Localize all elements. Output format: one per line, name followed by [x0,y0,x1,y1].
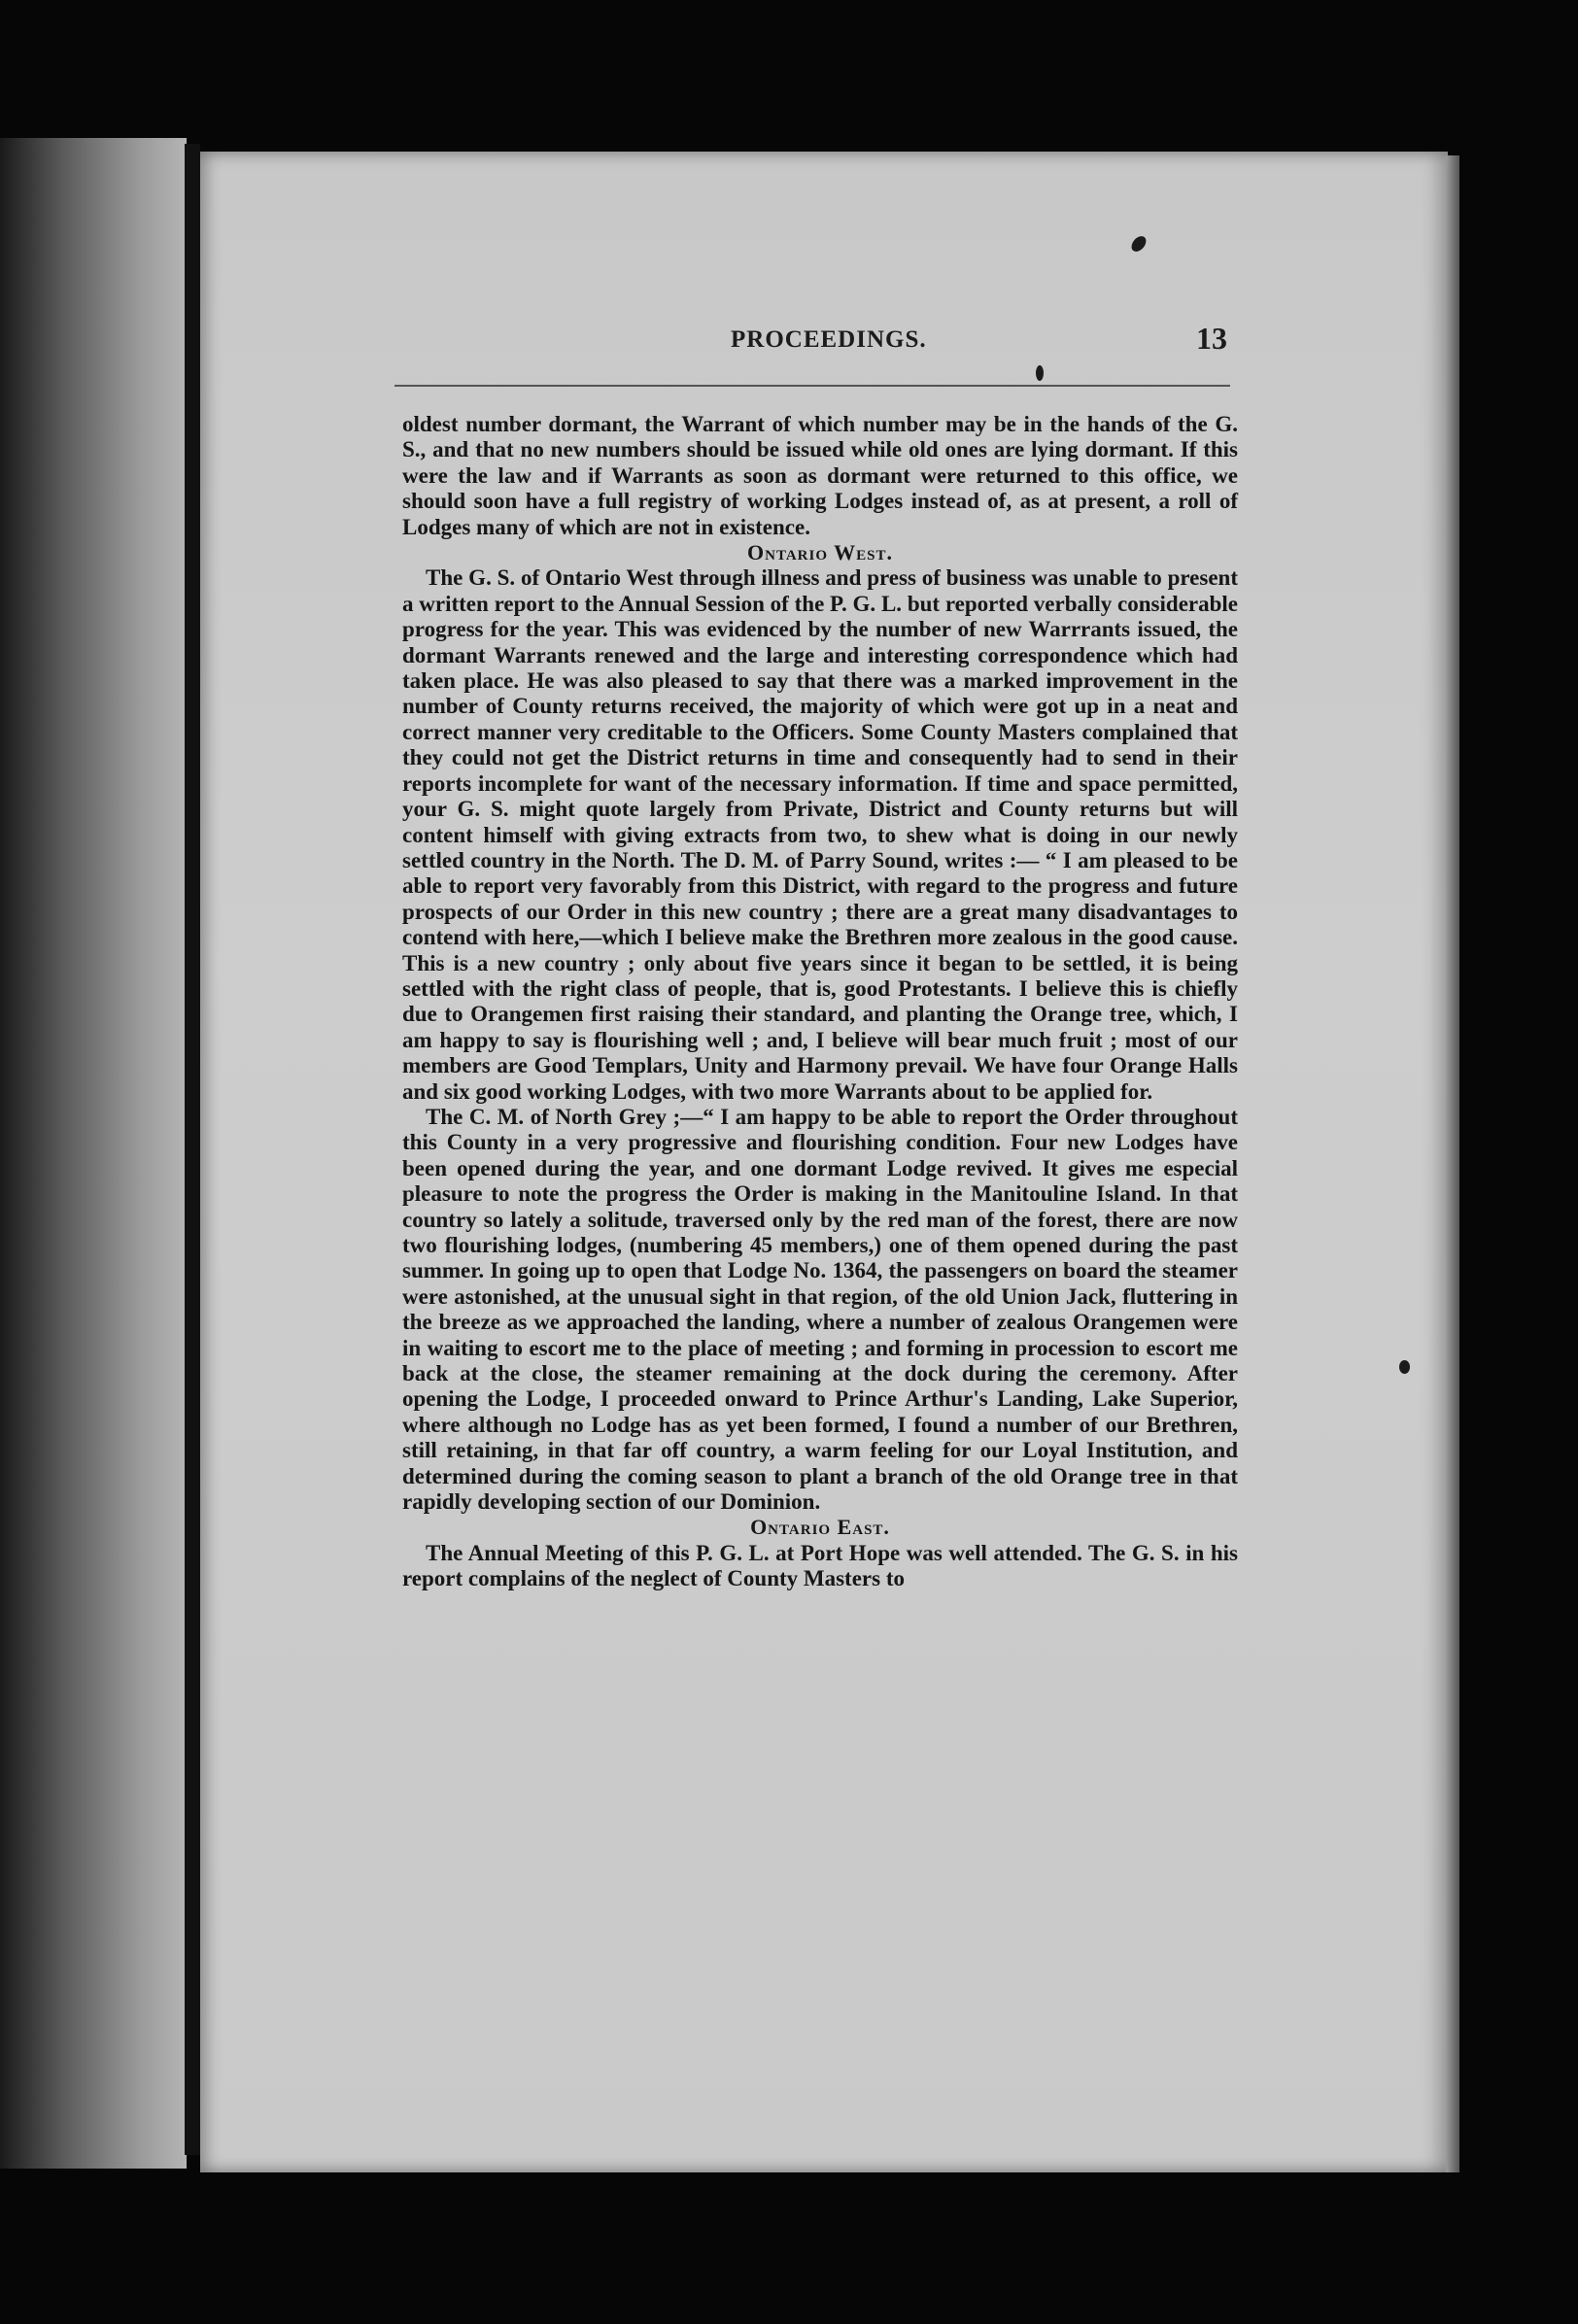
body-text [402,412,1238,1592]
section-heading-ontario-west: Ontario West. [747,540,893,565]
paragraph: The G. S. of Ontario West through illness and press of business was unable to present a written report to the Annual Session of the P. G. L. but reported verbally considerable progress for the year. This was evidenced by the number of new Warrrants issued, the dormant Warrants renewed and the large and interesting correspondence which had taken place. He was also pleased to say that there was a marked improvement in the number of County returns received, the majority of which were got up in a neat and correct manner very creditable to the Officers. Some County Masters complained that they could not get the District returns in time and consequently had to send in their reports incomplete for want of the necessary information. If time and space permitted, your G. S. might quote largely from Private, District and County returns but will content himself with giving extracts from two, to shew what is doing in our newly settled country in the North. The D. M. of Parry Sound, writes :— “ I am pleased to be able to report very favorably from this District, with regard to the progress and future prospects of our Order in this new country ; there are a great many disadvantages to contend with here,—which I believe make the Brethren more zealous in the good cause. This is a new country ; only about five years since it began to be settled, it is being settled with the right class of people, that is, good Protestants. I believe this is chiefly due to Orangemen first raising their standard, and planting the Orange tree, which, I am happy to say is flourishing well ; and, I believe will bear much fruit ; most of our members are Good Templars, Unity and Harmony prevail. We have four Orange Halls and six good working Lodges, with two more Warrants about to be applied for. [402,565,1238,1104]
running-title: PROCEEDINGS. [731,326,927,353]
facing-page-edge [0,138,187,2169]
section-heading-ontario-east: Ontario East. [750,1515,890,1540]
paragraph: oldest number dormant, the Warrant of which number may be in the hands of the G. S., and that no new numbers should be issued while old ones are lying dormant. If this were the law and if Warrants as soon as dormant were returned to this office, we should soon have a full registry of working Lodges instead of, as at present, a roll of Lodges many of which are not in existence. [402,412,1238,539]
header-rule [394,385,1230,387]
page-header [200,321,1448,375]
page-number: 13 [1196,321,1227,356]
paragraph: The Annual Meeting of this P. G. L. at Port Hope was well attended. The G. S. in his report complains of the neglect of County Masters to [402,1540,1238,1591]
document-page [200,152,1448,2172]
ink-speck [1129,233,1149,255]
ink-speck [1036,365,1044,381]
page-right-edge [1446,155,1459,2172]
book-binding [185,144,200,2155]
ink-speck [1399,1360,1410,1374]
paragraph: The C. M. of North Grey ;—“ I am happy to be able to report the Order throughout this County in a very progressive and flourishing condition. Four new Lodges have been opened during the year, and one dormant Lodge revived. It gives me especial pleasure to note the progress the Order is making in the Manitouline Island. In that country so lately a solitude, traversed only by the red man of the forest, there are now two flourishing lodges, (numbering 45 members,) one of them opened during the past summer. In going up to open that Lodge No. 1364, the passengers on board the steamer were astonished, at the unusual sight in that region, of the old Union Jack, fluttering in the breeze as we approached the landing, where a number of zealous Orangemen were in waiting to escort me to the place of meeting ; and forming in procession to escort me back at the close, the steamer remaining at the dock during the ceremony. After opening the Lodge, I proceeded onward to Prince Arthur's Landing, Lake Superior, where although no Lodge has as yet been formed, I found a number of our Brethren, still retaining, in that far off country, a warm feeling for our Loyal Institution, and determined during the coming season to plant a branch of the old Orange tree in that rapidly developing section of our Dominion. [402,1104,1238,1515]
